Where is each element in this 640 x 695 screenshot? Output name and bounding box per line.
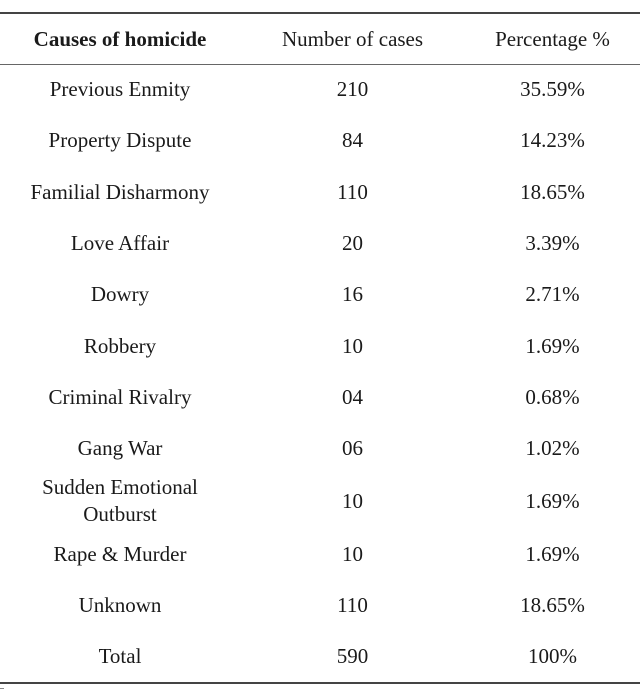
column-header-cause: Causes of homicide — [33, 26, 207, 51]
table-bottom-rule — [0, 682, 640, 684]
cell-percentage: 1.69% — [525, 541, 580, 566]
table-row — [0, 167, 640, 218]
table-row — [0, 528, 640, 579]
table-row — [0, 474, 640, 528]
cell-cause: Unknown — [78, 592, 162, 617]
cell-cases: 110 — [337, 179, 368, 204]
cell-cases: 06 — [342, 436, 363, 461]
homicide-causes-table-frame — [0, 12, 640, 685]
cell-percentage: 35.59% — [520, 77, 585, 102]
column-header-percentage: Percentage % — [495, 26, 610, 51]
cell-percentage: 1.69% — [525, 488, 580, 513]
table-row — [0, 372, 640, 423]
cell-percentage: 1.69% — [525, 333, 580, 358]
homicide-causes-table — [0, 14, 640, 682]
cell-cause: Sudden Emotional Outburst — [42, 475, 198, 527]
cell-cause: Gang War — [77, 436, 163, 461]
cell-cases: 84 — [342, 128, 363, 153]
cell-cases: 10 — [342, 488, 363, 513]
cell-cases: 04 — [342, 384, 363, 409]
cell-cause: Total — [98, 644, 142, 669]
cell-cases: 10 — [342, 541, 363, 566]
table-row — [0, 423, 640, 474]
cell-percentage: 100% — [528, 644, 577, 669]
cell-cause: Rape & Murder — [53, 541, 187, 566]
table-row — [0, 64, 640, 115]
table-row — [0, 320, 640, 371]
table-row — [0, 269, 640, 320]
table-row — [0, 218, 640, 269]
cell-cases: 210 — [336, 77, 369, 102]
table-row — [0, 115, 640, 166]
cell-percentage: 14.23% — [520, 128, 585, 153]
cell-cause: Dowry — [90, 282, 150, 307]
cell-percentage: 2.71% — [525, 282, 580, 307]
table-row — [0, 580, 640, 631]
table-header-row — [0, 14, 640, 64]
page-edge-mark — [0, 688, 4, 689]
cell-percentage: 18.65% — [520, 592, 585, 617]
cell-cause: Criminal Rivalry — [48, 384, 192, 409]
cell-cause: Robbery — [83, 333, 157, 358]
cell-cases: 590 — [336, 644, 369, 669]
cell-percentage: 3.39% — [525, 231, 580, 256]
cell-cause: Property Dispute — [48, 128, 192, 153]
cell-percentage: 1.02% — [525, 436, 580, 461]
cell-cases: 20 — [342, 231, 363, 256]
column-header-cases: Number of cases — [281, 26, 424, 51]
cell-cases: 16 — [342, 282, 363, 307]
cell-cause: Love Affair — [70, 231, 170, 256]
cell-percentage: 0.68% — [525, 384, 580, 409]
cell-cases: 10 — [342, 333, 363, 358]
cell-cause: Familial Disharmony — [30, 179, 210, 204]
table-total-row — [0, 631, 640, 682]
cell-cause: Previous Enmity — [49, 77, 191, 102]
cell-percentage: 18.65% — [520, 179, 585, 204]
cell-cases: 110 — [337, 592, 368, 617]
